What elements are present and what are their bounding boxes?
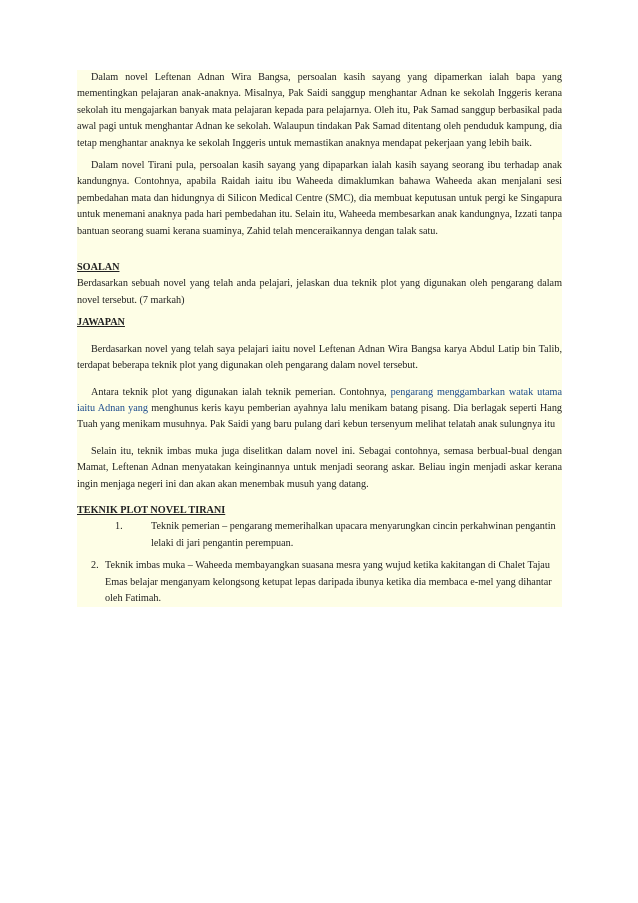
list-item: [77, 558, 562, 607]
jawapan-heading: JAWAPAN: [77, 315, 562, 331]
list-item: [77, 519, 562, 552]
paragraph-tirani: Dalam novel Tirani pula, persoalan kasih sayang yang dipaparkan ialah kasih sayang seorang ibu terhadap anak kandungnya. Contohnya, apabila Raidah iaitu ibu Waheeda dimaklumkan bahawa Waheeda akan menjalani sesi pembedahan mata dan hidungnya di Silicon Medical Centre (SMC), dia membuat keputusan untuk pergi ke Singapura untuk menemani anaknya pada hari pembedahan itu. Selain itu, Waheeda membesarkan anak kandungnya, Izzati tanpa bantuan seorang suami kerana suaminya, Zahid telah menceraikannya dengan talak satu.: [77, 158, 562, 240]
soalan-heading: SOALAN: [77, 260, 562, 276]
list-item-number: 1.: [115, 521, 123, 533]
list-item-text: Teknik imbas muka – Waheeda membayangkan suasana mesra yang wujud ketika kakitangan di Chalet Tajau Emas belajar menganyam kelongsong ketupat lepas daripada ibunya ketika dia membaca e-mel yang dihantar oleh Fatimah.: [105, 560, 552, 604]
pemerian-text-start: Antara teknik plot yang digunakan ialah teknik pemerian. Contohnya,: [91, 386, 391, 398]
jawapan-paragraph-pemerian: [77, 385, 562, 434]
paragraph-leftenan-adnan: Dalam novel Leftenan Adnan Wira Bangsa, persoalan kasih sayang yang dipamerkan ialah bapa yang mementingkan pelajaran anak-anaknya. Misalnya, Pak Saidi sanggup menghantar Adnan ke sekolah Inggeris kerana sekolah itu mengajarkan banyak mata pelajaran kepada para pelajarnya. Oleh itu, Pak Samad sanggup berbasikal pada awal pagi untuk menghantar Adnan ke sekolah. Walaupun tindakan Pak Samad ditentang oleh penduduk kampung, dia tetap menghantar anaknya ke sekolah Inggeris untuk memastikan anaknya mendapat pekerjaan yang lebih baik.: [77, 70, 562, 152]
document-content: [77, 70, 562, 607]
soalan-text: Berdasarkan sebuah novel yang telah anda pelajari, jelaskan dua teknik plot yang digunakan oleh pengarang dalam novel tersebut. (7 markah): [77, 276, 562, 309]
pemerian-link[interactable]: pengarang menggambarkan watak utama iaitu Adnan yang: [77, 386, 562, 414]
list-item-number: 2.: [91, 560, 99, 572]
list-item-text: Teknik pemerian – pengarang memerihalkan upacara menyarungkan cincin perkahwinan pengantin lelaki di jari pengantin perempuan.: [151, 521, 556, 549]
jawapan-intro: Berdasarkan novel yang telah saya pelajari iaitu novel Leftenan Adnan Wira Bangsa karya Abdul Latip bin Talib, terdapat beberapa teknik plot yang digunakan oleh pengarang dalam novel tersebut.: [77, 342, 562, 375]
teknik-heading: TEKNIK PLOT NOVEL TIRANI: [77, 503, 562, 519]
jawapan-paragraph-imbas-muka: Selain itu, teknik imbas muka juga diselitkan dalam novel ini. Sebagai contohnya, semasa berbual-bual dengan Mamat, Leftenan Adnan menyatakan keinginannya untuk menjadi seorang askar. Beliau ingin menjadi askar kerana ingin menjaga negeri ini dan akan akan menembak musuh yang datang.: [77, 444, 562, 493]
pemerian-text-end: menghunus keris kayu pemberian ayahnya lalu menikam batang pisang. Dia berlagak seperti Hang Tuah yang menikam musuhnya. Pak Saidi yang baru pulang dari kebun tersenyum melihat telatah anak sulungnya itu: [77, 402, 563, 431]
